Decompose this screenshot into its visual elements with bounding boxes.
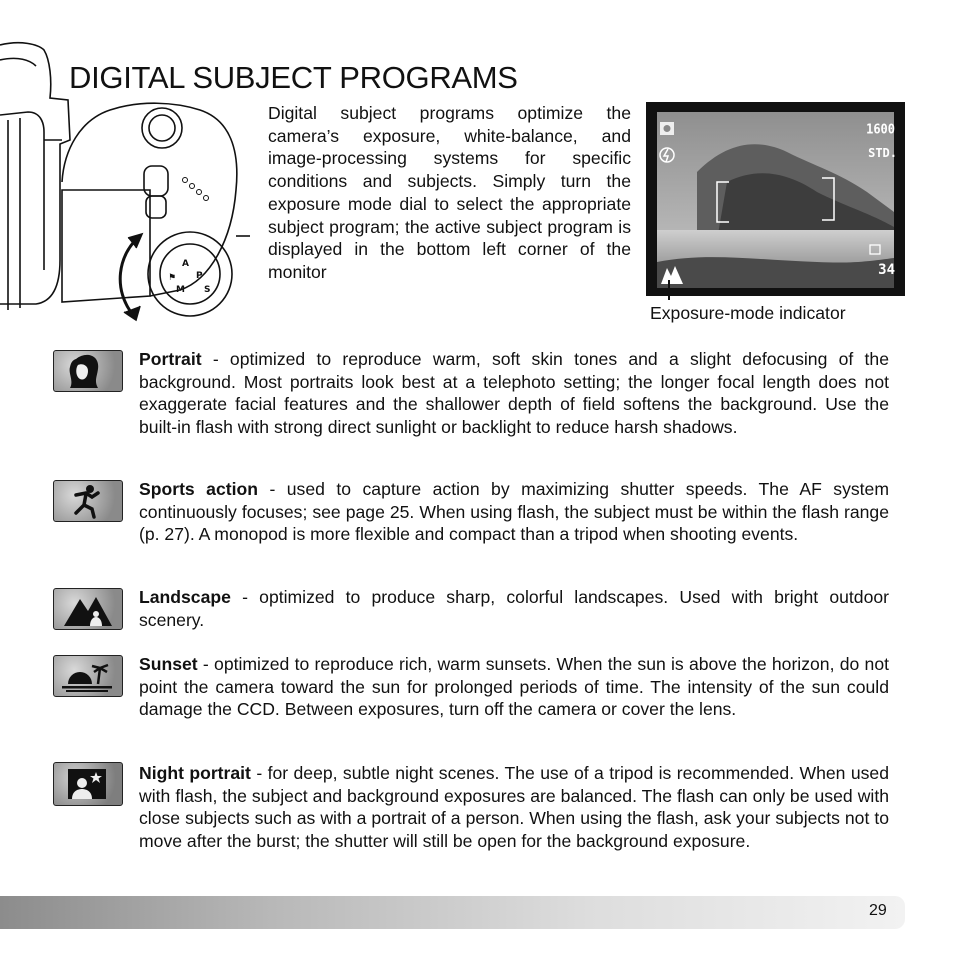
portrait-description (139, 348, 889, 439)
landscape-description (139, 586, 889, 631)
sunset-text: - optimized to reproduce rich, warm sunsets. When the sun is above the horizon, do not point the camera toward the sun for prolonged periods of time. The intensity of the sun could damage the CCD. Between exposures, turn off the camera or cover the lens. (139, 654, 889, 720)
monitor-caption: Exposure-mode indicator (650, 303, 846, 323)
landscape-label: Landscape (139, 587, 231, 607)
portrait-label: Portrait (139, 349, 202, 369)
iso-readout: 1600 (866, 121, 895, 137)
sunset-icon (53, 655, 123, 697)
footer-bar (0, 896, 905, 929)
camera-monitor (646, 102, 905, 296)
landscape-scene-image (657, 112, 894, 288)
svg-text:S: S (204, 285, 211, 295)
night-portrait-icon (53, 762, 123, 806)
sports-action-text: - used to capture action by maximizing shutter speeds. The AF system continuously focuses; see page 25. When using flash, the subject must be within the flash range (p. 27). A monopod is more flexible and compact than a tripod when shooting events. (139, 479, 889, 545)
night-portrait-text: - for deep, subtle night scenes. The use of a tripod is recommended. When used with flash, the subject and background exposures are balanced. The flash can only be used with close subjects such as with a portrait of a person. When using the flash, ask your subjects not to move after the burst; the shutter will still be open for the background exposure. (139, 763, 889, 852)
night-portrait-description (139, 762, 889, 853)
landscape-text: - optimized to produce sharp, colorful landscapes. Used with bright outdoor scenery. (139, 587, 889, 630)
intro-paragraph: Digital subject programs optimize the camera’s exposure, white-balance, and image-processing systems for specific conditions and subjects. Simply turn the exposure mode dial to select the appropriate subject program; the active subject program is displayed in the bottom left corner of the monitor (268, 103, 631, 282)
sports-action-description (139, 478, 889, 546)
monitor-scene (657, 112, 894, 288)
caption-leader-line (668, 280, 670, 300)
sunset-label: Sunset (139, 654, 198, 674)
night-portrait-label: Night portrait (139, 763, 251, 783)
sports-action-label: Sports action (139, 479, 258, 499)
svg-text:A: A (182, 259, 189, 269)
svg-text:M: M (176, 285, 185, 295)
sunset-description (139, 653, 889, 721)
sports-action-icon (53, 480, 123, 522)
portrait-icon (53, 350, 123, 392)
quality-readout: STD. (868, 146, 897, 160)
portrait-text: - optimized to reproduce warm, soft skin tones and a slight defocusing of the background. Most portraits look best at a telephoto setting; the longer focal length does not exaggerate facial features and the shallower depth of field softens the background. Use the built-in flash with strong direct sunlight or backlight to reduce harsh shadows. (139, 349, 889, 438)
frame-counter: 34 (878, 262, 895, 278)
page-number: 29 (869, 902, 887, 919)
camera-illustration (0, 40, 262, 340)
landscape-icon (53, 588, 123, 630)
page-title: DIGITAL SUBJECT PROGRAMS (69, 60, 518, 95)
svg-text:⚑: ⚑ (168, 273, 177, 283)
svg-text:P: P (196, 271, 203, 281)
